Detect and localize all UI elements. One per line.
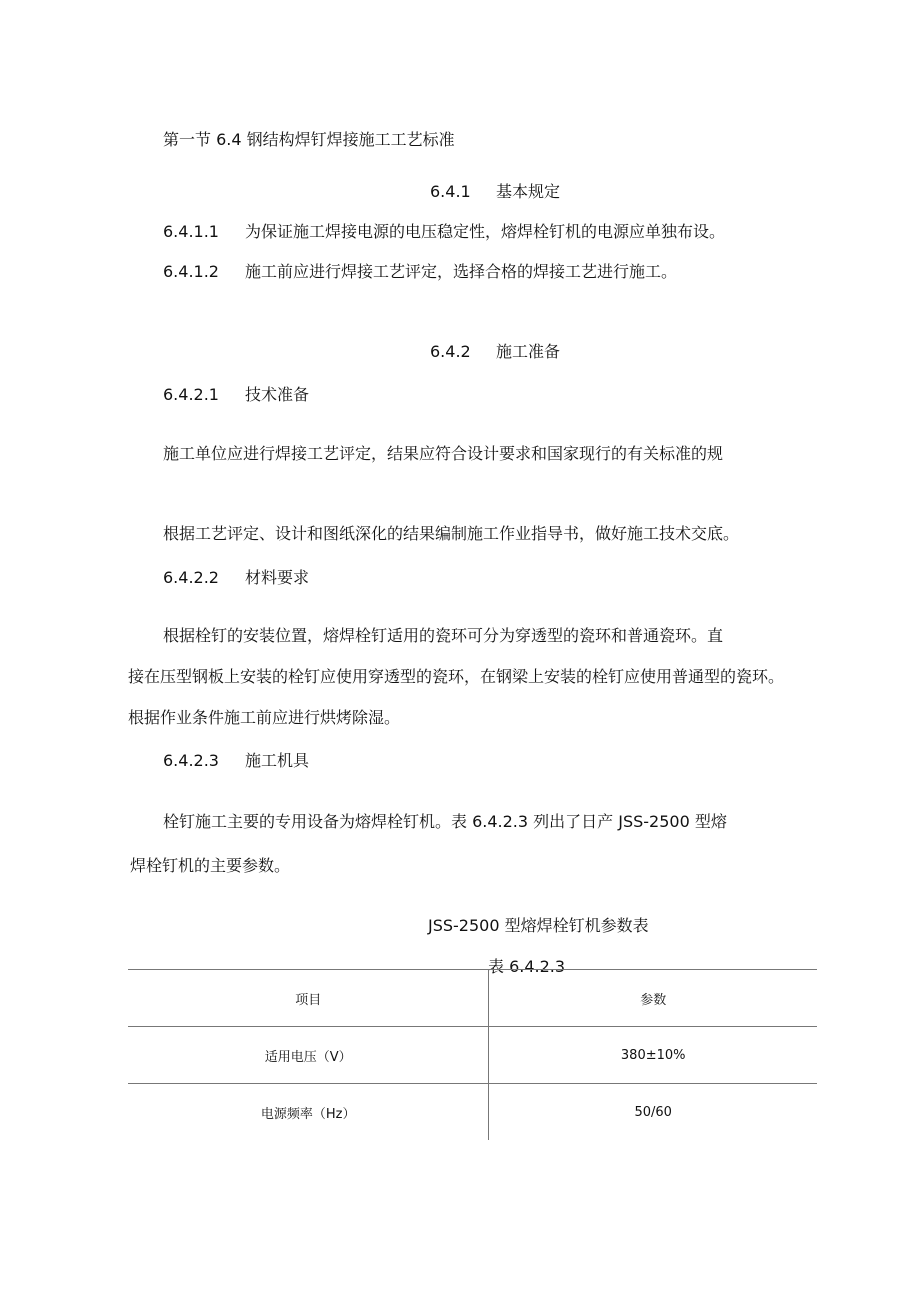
clause-text: 施工前应进行焊接工艺评定，选择合格的焊接工艺进行施工。: [245, 262, 678, 281]
heading-number: 6.4.1: [430, 182, 471, 201]
clause-number: 6.4.2.1: [163, 385, 219, 404]
heading-number: 6.4.2: [430, 342, 471, 361]
table-cell: 电源频率（Hz）: [128, 1084, 489, 1141]
clause-number: 6.4.2.3: [163, 751, 219, 770]
clause-number: 6.4.1.1: [163, 222, 219, 241]
table-row: [128, 1027, 817, 1084]
clause-text: 为保证施工焊接电源的电压稳定性，熔焊栓钉机的电源应单独布设。: [245, 222, 726, 241]
clause-number: 6.4.2.2: [163, 568, 219, 587]
clause-6-4-2-3: [163, 750, 309, 772]
parameter-table: [128, 969, 817, 1140]
clause-title: 技术准备: [245, 385, 310, 404]
table-header-cell: 参数: [640, 992, 667, 1008]
clause-number: 6.4.1.2: [163, 262, 219, 281]
paragraph-work-instruction: 根据工艺评定、设计和图纸深化的结果编制施工作业指导书，做好施工技术交底。: [163, 524, 740, 543]
heading-6-4-1: [430, 181, 560, 203]
table-row: [128, 1084, 817, 1141]
section-title: 第一节 6.4 钢结构焊钉焊接施工工艺标准: [163, 130, 455, 149]
clause-6-4-1-2: [163, 261, 677, 283]
table-caption: JSS-2500 型熔焊栓钉机参数表: [428, 916, 649, 935]
heading-6-4-2: [430, 341, 560, 363]
table-header-row: [128, 970, 817, 1027]
clause-title: 施工机具: [245, 751, 310, 770]
table-number: 表 6.4.2.3: [488, 957, 566, 976]
paragraph-ferrule-line-3: 根据作业条件施工前应进行烘烤除湿。: [128, 708, 401, 727]
table-header-cell: 项目: [128, 970, 489, 1027]
clause-title: 材料要求: [245, 568, 310, 587]
heading-text: 基本规定: [496, 182, 561, 201]
clause-6-4-2-2: [163, 567, 309, 589]
paragraph-process-qualification: 施工单位应进行焊接工艺评定，结果应符合设计要求和国家现行的有关标准的规: [163, 444, 724, 463]
heading-text: 施工准备: [496, 342, 561, 361]
table-cell: 380±10%: [620, 1047, 686, 1063]
table-cell: 50/60: [634, 1104, 672, 1120]
table-cell: 适用电压（V）: [128, 1027, 489, 1084]
paragraph-ferrule-line-1: 根据栓钉的安装位置，熔焊栓钉适用的瓷环可分为穿透型的瓷环和普通瓷环。直: [163, 626, 724, 645]
clause-6-4-2-1: [163, 384, 309, 406]
paragraph-ferrule-line-2: 接在压型钢板上安装的栓钉应使用穿透型的瓷环，在钢梁上安装的栓钉应使用普通型的瓷环。: [128, 667, 785, 686]
paragraph-equipment-line-1: 栓钉施工主要的专用设备为熔焊栓钉机。表 6.4.2.3 列出了日产 JSS-2500 型熔: [163, 812, 727, 831]
clause-6-4-1-1: [163, 221, 725, 243]
paragraph-equipment-line-2: 焊栓钉机的主要参数。: [130, 856, 291, 875]
